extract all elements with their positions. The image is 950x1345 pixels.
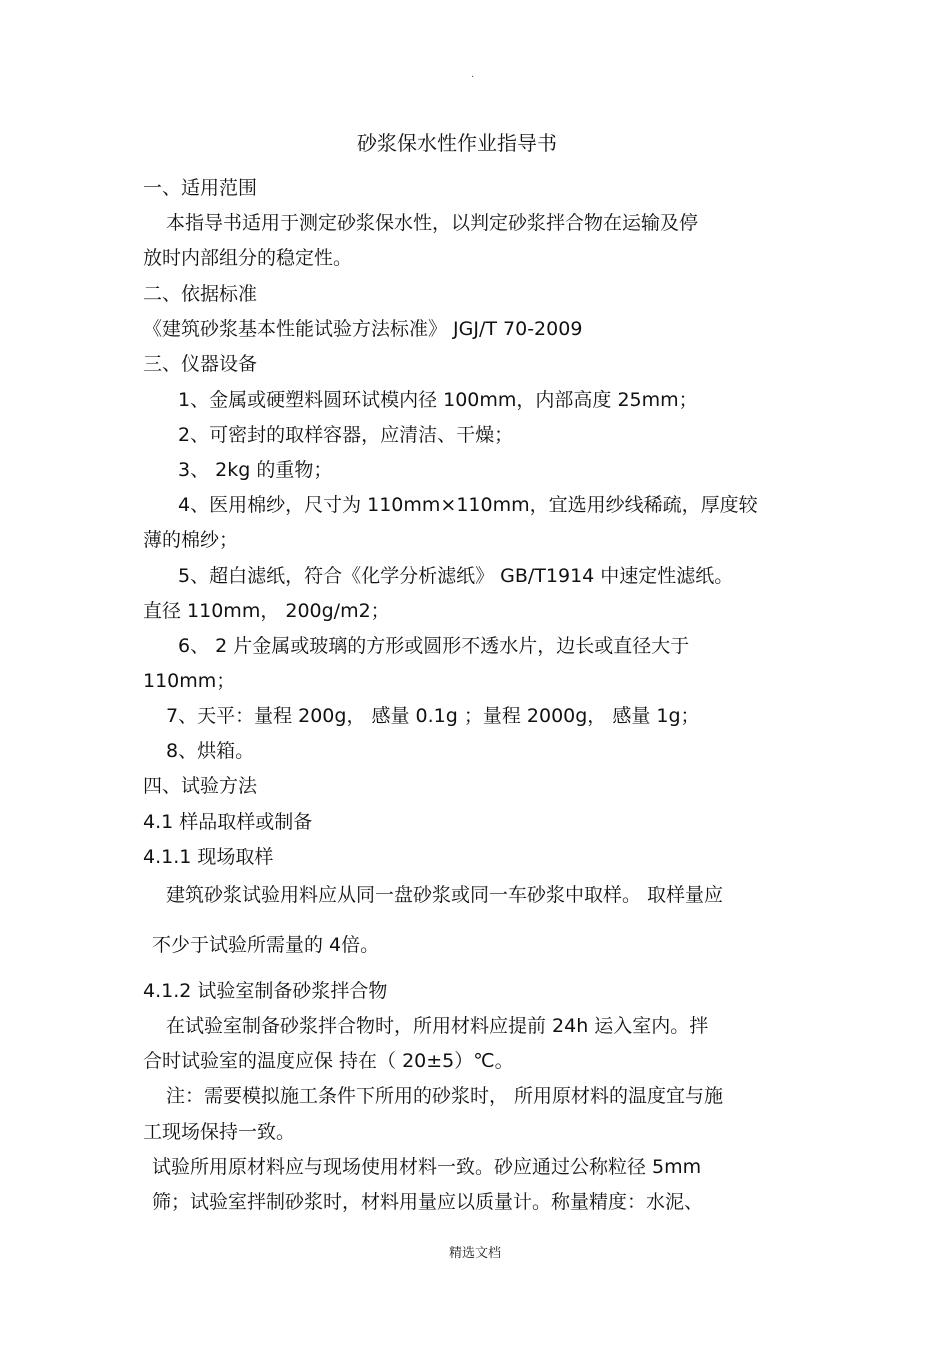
equipment-item-1: 1、金属或硬塑料圆环试模内径 100mm，内部高度 25mm； (178, 389, 698, 411)
equipment-item-3: 3、 2kg 的重物； (178, 459, 333, 481)
section-heading-standard: 二、依据标准 (143, 283, 258, 305)
section-heading-equipment: 三、仪器设备 (143, 353, 258, 375)
section-heading-scope: 一、适用范围 (143, 177, 258, 199)
materials-line-1: 试验所用原材料应与现场使用材料一致。砂应通过公称粒径 5mm (152, 1156, 702, 1178)
equipment-item-6-line-1: 6、 2 片金属或玻璃的方形或圆形不透水片，边长或直径大于 (178, 635, 690, 657)
field-sampling-line-1: 建筑砂浆试验用料应从同一盘砂浆或同一车砂浆中取样。 取样量应 (166, 884, 724, 906)
lab-preparation-line-1: 在试验室制备砂浆拌合物时，所用材料应提前 24h 运入室内。拌 (166, 1015, 709, 1037)
subsection-4-1-1: 4.1.1 现场取样 (143, 846, 274, 868)
equipment-item-6-line-2: 110mm； (143, 670, 236, 692)
note-line-1: 注：需要模拟施工条件下所用的砂浆时， 所用原材料的温度宜与施 (166, 1085, 724, 1107)
lab-preparation-line-2: 合时试验室的温度应保 持在（ 20±5）℃。 (143, 1050, 514, 1072)
document-title: 砂浆保水性作业指导书 (357, 131, 557, 155)
equipment-item-5-line-1: 5、超白滤纸，符合《化学分析滤纸》 GB/T1914 中速定性滤纸。 (178, 565, 734, 587)
equipment-item-4-line-1: 4、医用棉纱，尺寸为 110mm×110mm，宜选用纱线稀疏，厚度较 (178, 494, 758, 516)
equipment-item-4-line-2: 薄的棉纱； (143, 529, 239, 551)
field-sampling-line-2: 不少于试验所需量的 4倍。 (152, 934, 380, 956)
header-mark: · (471, 72, 475, 83)
standard-reference: 《建筑砂浆基本性能试验方法标准》 JGJ/T 70-2009 (143, 318, 583, 340)
subsection-4-1-2: 4.1.2 试验室制备砂浆拌合物 (143, 980, 388, 1002)
section-heading-method: 四、试验方法 (143, 775, 258, 797)
equipment-item-2: 2、可密封的取样容器，应清洁、干燥； (178, 424, 514, 446)
equipment-item-5-line-2: 直径 110mm， 200g/m2； (143, 600, 390, 622)
scope-paragraph-line-2: 放时内部组分的稳定性。 (143, 247, 353, 269)
scope-paragraph-line-1: 本指导书适用于测定砂浆保水性，以判定砂浆拌合物在运输及停 (166, 212, 699, 234)
note-line-2: 工现场保持一致。 (143, 1121, 296, 1143)
page-footer: 精选文档 (448, 1246, 501, 1261)
equipment-item-7: 7、天平：量程 200g， 感量 0.1g ；量程 2000g， 感量 1g； (166, 705, 700, 727)
equipment-item-8: 8、烘箱。 (166, 740, 255, 762)
subsection-4-1: 4.1 样品取样或制备 (143, 811, 313, 833)
materials-line-2: 筛；试验室拌制砂浆时，材料用量应以质量计。称量精度：水泥、 (152, 1191, 704, 1213)
